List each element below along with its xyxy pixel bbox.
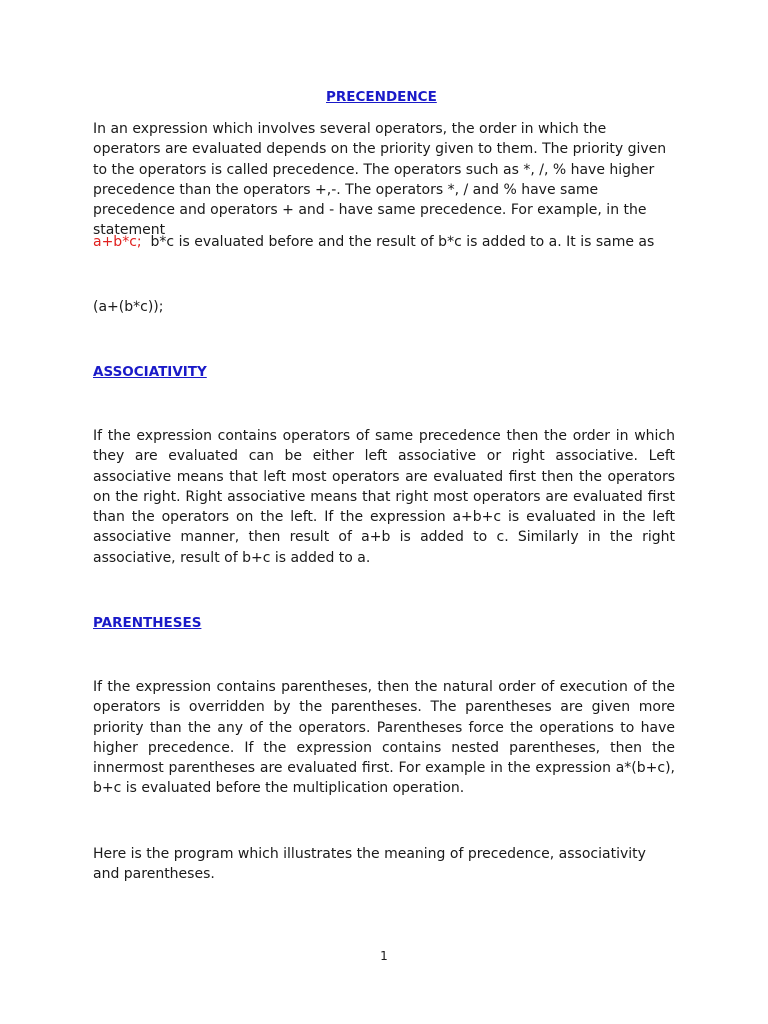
example-text: b*c is evaluated before and the result of b*c is added to a. It is same as [150,234,655,250]
paragraph-associativity: If the expression contains operators of same precedence then the order in which they are evaluated can be either left associative or right associative. Left associative means that left most operators are evaluated first then the operators on the right. Right associative means that right most operators are evaluated first than the operators on the left. If the expression a+b+c is evaluated in the left associative manner, then result of a+b is added to c. Similarly in the right associative, result of b+c is added to a. [93,428,675,566]
example-code: a+b*c; [93,234,142,250]
paragraph-precedence: In an expression which involves several operators, the order in which the operators are evaluated depends on the priority given to them. The priority given to the operators is called precedence. The operators such as *, /, % have higher precedence than the operators +,-. The operators *, / and % have same precedence and operators + and - have same precedence. For example, in the statement [93,121,667,239]
heading-parentheses: PARENTHESES [93,615,202,631]
heading-precedence: PRECENDENCE [326,89,437,105]
paragraph-program-intro: Here is the program which illustrates the meaning of precedence, associativity and parentheses. [93,846,646,883]
paragraph-parentheses: If the expression contains parentheses, then the natural order of execution of the operators is overridden by the parentheses. The parentheses are given more priority than the any of the operators. Parentheses force the operations to have higher precedence. If the expression contains nested parentheses, then the innermost parentheses are evaluated first. For example in the expression a*(b+c), b+c is evaluated before the multiplication operation. [93,679,675,797]
page-number: 1 [380,949,388,963]
heading-associativity: ASSOCIATIVITY [93,364,207,380]
example-line [93,232,675,252]
equivalent-expression: (a+(b*c)); [93,299,164,315]
